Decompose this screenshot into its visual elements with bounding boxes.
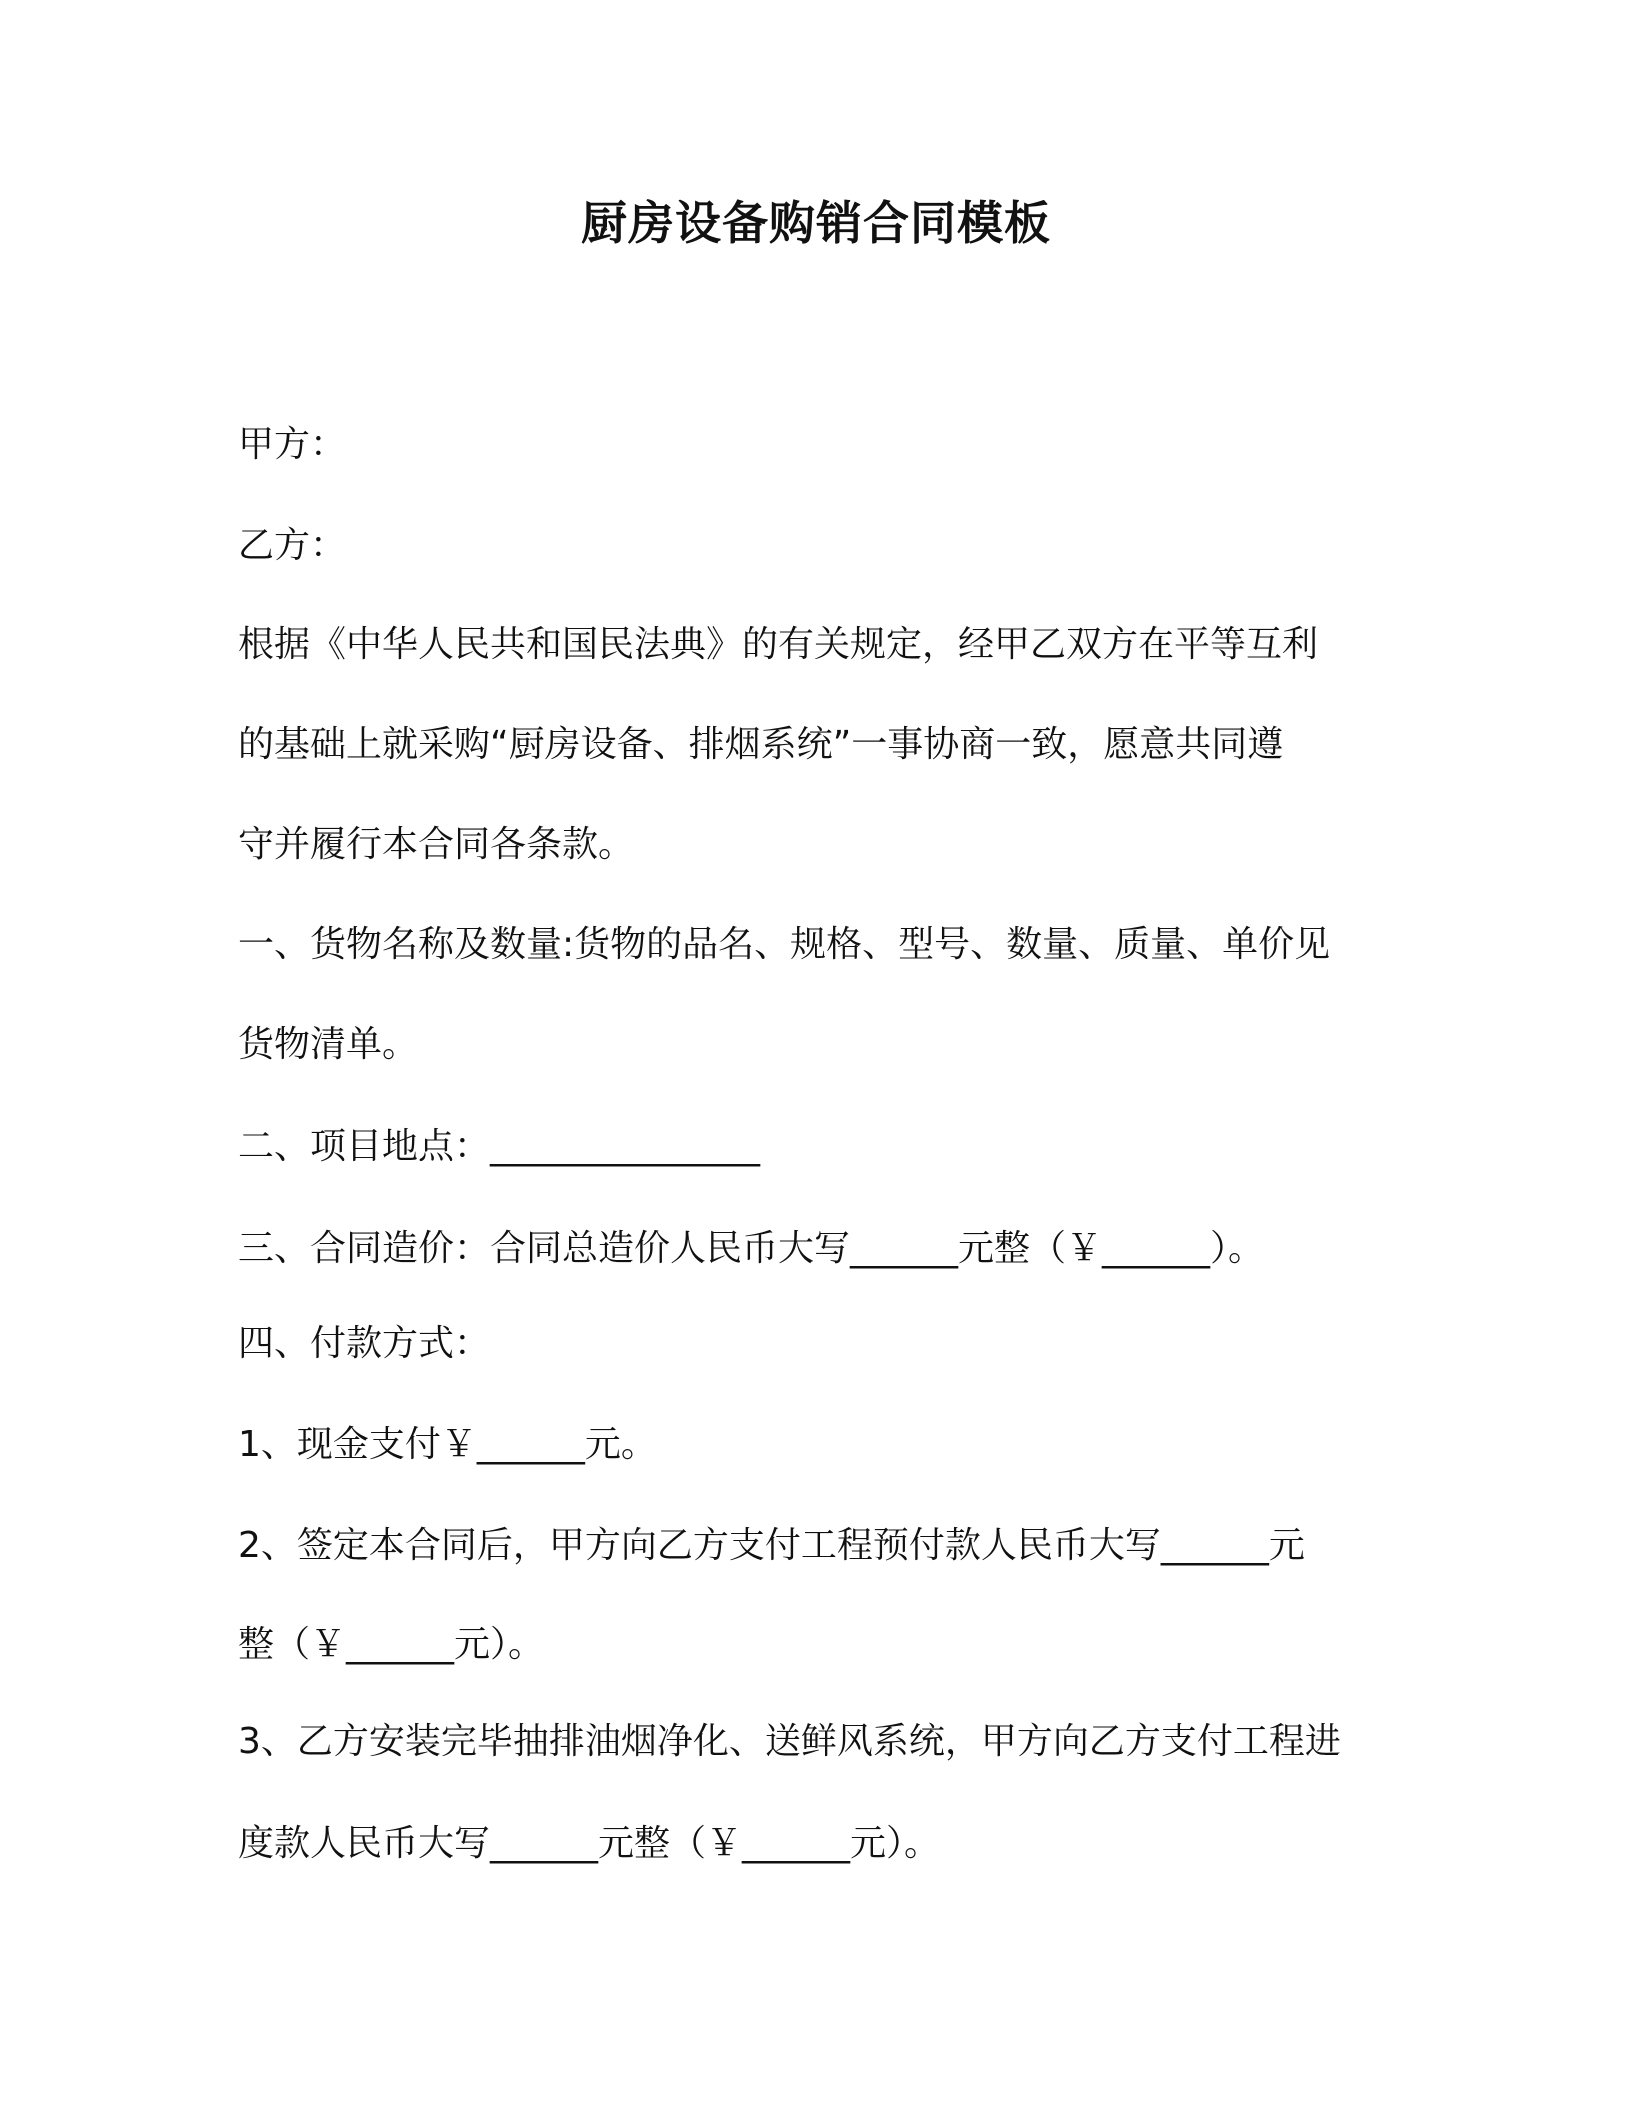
payment-item-1: 1、现金支付￥______元。 (238, 1424, 657, 1465)
payment-item-3-line-2: 度款人民币大写______元整（￥______元）。 (238, 1823, 941, 1864)
payment-item-2-line-2: 整（￥______元）。 (238, 1624, 545, 1665)
intro-paragraph-line-2: 的基础上就采购“厨房设备、排烟系统”一事协商一致，愿意共同遵 (238, 724, 1284, 765)
clause-1-line-1: 一、货物名称及数量:货物的品名、规格、型号、数量、质量、单价见 (238, 924, 1331, 965)
clause-1-line-2: 货物清单。 (238, 1024, 419, 1065)
payment-item-3-line-1: 3、乙方安装完毕抽排油烟净化、送鲜风系统，甲方向乙方支付工程进 (238, 1721, 1341, 1762)
clause-4-heading: 四、付款方式： (238, 1323, 491, 1364)
party-b-line: 乙方： (238, 525, 347, 566)
intro-paragraph-line-1: 根据《中华人民共和国民法典》的有关规定，经甲乙双方在平等互利 (238, 624, 1319, 665)
intro-paragraph-line-3: 守并履行本合同各条款。 (238, 824, 635, 865)
party-a-line: 甲方： (238, 424, 347, 465)
clause-2-line: 二、项目地点：_______________ (238, 1126, 761, 1167)
payment-item-2-line-1: 2、签定本合同后，甲方向乙方支付工程预付款人民币大写______元 (238, 1525, 1305, 1566)
clause-3-line: 三、合同造价：合同总造价人民币大写______元整（￥______）。 (238, 1228, 1265, 1269)
document-title: 厨房设备购销合同模板 (581, 196, 1051, 250)
